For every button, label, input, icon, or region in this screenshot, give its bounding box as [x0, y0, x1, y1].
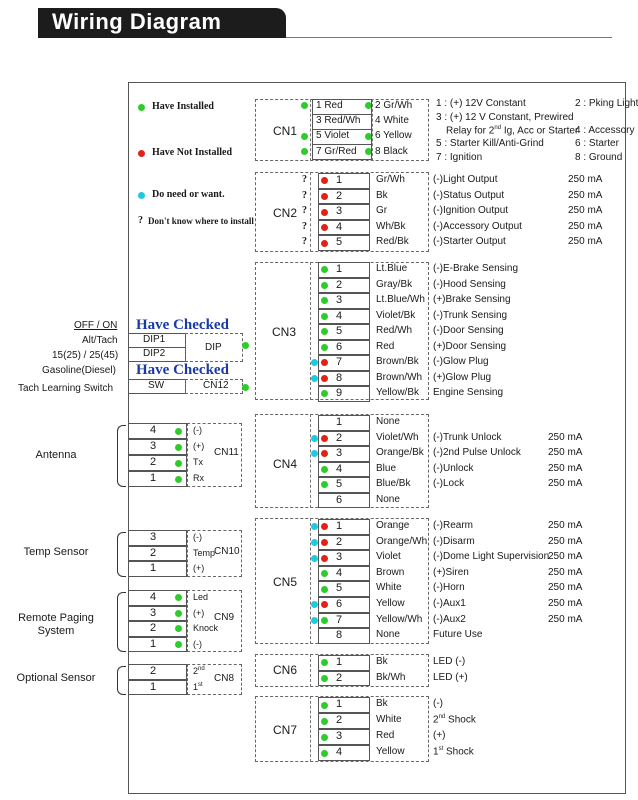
dip1-label: DIP1 [143, 334, 166, 345]
cn1-note-6: 6 : Starter [575, 138, 619, 149]
cn5-wire-color: Brown [376, 566, 405, 578]
page-title: Wiring Diagram [52, 9, 222, 34]
antenna-connector-label: CN11 [214, 447, 239, 458]
cn3-pin-num: 2 [336, 278, 343, 291]
cn5-wire-color: Violet [376, 551, 401, 563]
dip-label: DIP [205, 342, 222, 353]
cn5-dot-aux [311, 555, 318, 562]
cn4-wire-color: Violet/Wh [376, 431, 419, 443]
cn1-divider [310, 99, 311, 161]
cn4-pin-cell [318, 415, 370, 431]
optional-pin-function: 2nd [193, 666, 205, 676]
legend-no-need-label: Do need or want. [152, 189, 225, 200]
cn2-label: CN2 [273, 206, 298, 220]
cn3-function: (+)Brake Sensing [433, 294, 511, 305]
title-rule [286, 37, 612, 38]
cn1-note-7: 7 : Ignition [436, 152, 483, 163]
cn1-note-2: 2 : Pking Light [575, 98, 638, 109]
cn1-pin-2: 2 Gr/Wh [375, 100, 413, 111]
paging-dot [175, 641, 182, 648]
cn6-wire-color: Bk/Wh [376, 671, 406, 683]
cn4-function: (-)Trunk Unlock [433, 431, 502, 443]
cn2-pin-num: 1 [336, 174, 343, 186]
cn5-current: 250 mA [548, 566, 583, 578]
cn6-pin-num: 1 [336, 656, 343, 668]
cn5-function: (-)Aux2 [433, 613, 466, 625]
cn6-label: CN6 [273, 663, 298, 677]
cn1-pin-6: 6 Yellow [375, 130, 412, 141]
cn2-wire-color: Bk [376, 189, 388, 201]
antenna-group-label: Antenna [35, 449, 77, 461]
cn1-note-4: 4 : Accessory [575, 125, 635, 136]
temp-pin-cell [128, 530, 187, 546]
cn5-wire-color: Yellow/Wh [376, 613, 423, 625]
checked-sw: Have Checked [136, 362, 229, 378]
cn2-current: 250 mA [568, 174, 603, 185]
cn2-dot [321, 240, 328, 247]
cn5-current: 250 mA [548, 613, 583, 625]
cn2-unknown-mark: ? [302, 220, 307, 232]
cn5-divider [310, 518, 311, 644]
cn4-current: 250 mA [548, 447, 583, 458]
cn3-dot [321, 344, 328, 351]
cn2-wire-color: Wh/Bk [376, 220, 406, 232]
antenna-dot [175, 476, 182, 483]
cn4-divider [310, 414, 311, 508]
cn2-pin-num: 2 [336, 189, 343, 202]
cn3-pin-num: 7 [336, 356, 343, 368]
temp-pin-num: 1 [150, 562, 157, 574]
cn2-unknown-mark: ? [302, 236, 307, 248]
cn5-current: 250 mA [548, 551, 583, 563]
cn3-wire-color: Brown/Wh [376, 371, 423, 383]
cn2-dot [321, 193, 328, 200]
paging-connector-label: CN9 [214, 612, 235, 623]
cn5-function: (-)Disarm [433, 535, 475, 547]
cn7-dot [321, 718, 328, 725]
paging-pin-function: Knock [193, 623, 219, 633]
cn2-dot [321, 209, 328, 216]
cn2-pin-num: 4 [336, 220, 343, 233]
cn3-pin-num: 6 [336, 340, 343, 353]
temp-pin-cell [128, 561, 187, 577]
optional-pin-function: 1st [193, 681, 203, 692]
antenna-dot [175, 460, 182, 467]
cn1-label: CN1 [273, 124, 298, 138]
antenna-pin-function: (+) [193, 441, 205, 451]
cn4-pin-num: 1 [336, 416, 343, 428]
temp-pin-function: (+) [193, 563, 205, 573]
cn5-dot [321, 586, 328, 593]
cn1-note-3b: Relay for 2nd Ig, Acc or Starter [446, 125, 579, 137]
cn2-wire-color: Gr [376, 205, 388, 217]
cn5-pin-num: 7 [336, 613, 343, 626]
cn4-current: 250 mA [548, 431, 583, 443]
cn2-current: 250 mA [568, 205, 603, 217]
optional-pin-cell [128, 664, 187, 680]
cn5-function: (-)Aux1 [433, 598, 466, 609]
cn4-pin-num: 5 [336, 478, 343, 490]
cn3-pin-num: 5 [336, 325, 343, 337]
cn1-dot-5 [301, 133, 308, 140]
cn5-wire-color: White [376, 582, 402, 594]
cn5-pin-cell [318, 628, 370, 644]
temp-pin-function: (-) [193, 532, 202, 542]
cn4-label: CN4 [273, 457, 298, 471]
cn5-function: Future Use [433, 629, 483, 641]
temp-pin-num: 3 [150, 531, 157, 543]
cn7-divider [310, 696, 311, 762]
cn5-wire-color: Yellow [376, 598, 405, 609]
cn3-wire-color: Violet/Bk [376, 309, 416, 321]
dip-dot [242, 342, 249, 349]
cn2-pin-num: 3 [336, 205, 343, 218]
cn5-current: 250 mA [548, 535, 583, 547]
cn2-function: (-)Ignition Output [433, 205, 509, 217]
cn1-note-5: 5 : Starter Kill/Anti-Grind [436, 138, 544, 149]
cn6-pin-num: 2 [336, 671, 343, 684]
paging-group-label: Remote Paging [18, 612, 94, 624]
cn2-unknown-mark: ? [302, 189, 307, 201]
cn3-wire-color: Yellow/Bk [376, 387, 419, 398]
cn7-function: (-) [433, 698, 443, 709]
cn5-wire-color: Orange [376, 520, 410, 531]
cn7-label: CN7 [273, 723, 298, 737]
dip-rpm: 15(25) / 25(45) [52, 350, 119, 361]
paging-pin-function: Led [193, 592, 209, 602]
legend-unknown-label: Don't know where to install [148, 216, 254, 226]
cn1-pin-4: 4 White [375, 115, 409, 126]
sw-label: SW [148, 380, 165, 391]
antenna-pin-num: 4 [150, 424, 157, 436]
cn5-wire-color: None [376, 629, 400, 641]
cn1-note-3: 3 : (+) 12 V Constant, Prewired [436, 112, 574, 123]
cn4-current: 250 mA [548, 462, 583, 474]
cn4-pin-num: 6 [336, 493, 343, 506]
temp-group-label: Temp Sensor [23, 546, 89, 558]
paging-pin-num: 4 [150, 591, 157, 603]
cn6-divider [310, 654, 311, 687]
cn3-pin-num: 1 [336, 263, 343, 275]
cn2-divider [310, 172, 311, 252]
cn5-dot-aux [311, 539, 318, 546]
cn5-current: 250 mA [548, 582, 583, 594]
cn3-function: (-)Door Sensing [433, 325, 504, 336]
antenna-brace [117, 425, 126, 487]
cn5-pin-num: 8 [336, 629, 343, 642]
cn7-wire-color: Bk [376, 698, 388, 709]
cn1-divider-mid [372, 99, 373, 161]
cn2-current: 250 mA [568, 189, 603, 201]
legend-not-installed-dot [138, 150, 145, 157]
optional-pin-cell [128, 680, 187, 696]
cn5-wire-color: Orange/Wh [376, 535, 428, 547]
cn5-function: (-)Horn [433, 582, 465, 594]
cn3-wire-color: Red/Wh [376, 325, 413, 336]
cn3-dot [321, 313, 328, 320]
cn4-dot [321, 435, 328, 442]
cn7-wire-color: White [376, 714, 402, 725]
legend-installed-label: Have Installed [152, 101, 214, 112]
dip-off-on: OFF / ON [74, 320, 118, 331]
cn6-wire-color: Bk [376, 656, 388, 667]
legend-no-need-dot [138, 192, 145, 199]
checked-dip: Have Checked [136, 317, 229, 333]
cn7-function: (+) [433, 730, 446, 741]
cn2-function: (-)Accessory Output [433, 220, 522, 232]
cn4-wire-color: Blue/Bk [376, 478, 411, 489]
paging-brace [117, 592, 126, 652]
cn3-function: (-)Trunk Sensing [433, 309, 508, 321]
antenna-pin-num: 1 [150, 472, 157, 484]
optional-connector-label: CN8 [214, 673, 235, 684]
temp-brace [117, 532, 126, 577]
cn3-label: CN3 [272, 325, 297, 339]
paging-pin-num: 2 [150, 622, 157, 634]
antenna-pin-function: Tx [193, 457, 203, 467]
cn3-wire-color: Red [376, 340, 395, 352]
cn3-function: (-)Hood Sensing [433, 278, 506, 290]
cn2-current: 250 mA [568, 236, 603, 248]
cn12-label: CN12 [203, 380, 229, 391]
cn3-wire-color: Gray/Bk [376, 278, 413, 290]
cn5-pin-num: 2 [336, 535, 343, 548]
cn5-label: CN5 [273, 575, 298, 589]
cn4-pin-num: 4 [336, 462, 343, 475]
optional-pin-num: 1 [150, 680, 157, 693]
cn3-wire-color: Lt.Blue/Wh [376, 294, 425, 305]
paging-pin-num: 3 [150, 606, 157, 619]
cn4-function: (-)Unlock [433, 462, 474, 474]
dip-fuel: Gasoline(Diesel) [42, 365, 116, 376]
cn5-pin-num: 1 [336, 520, 343, 532]
cn2-pin-num: 5 [336, 236, 343, 249]
antenna-pin-function: Rx [193, 473, 204, 483]
cn7-pin-num: 1 [336, 698, 343, 710]
legend-unknown-mark: ? [138, 215, 143, 226]
cn7-pin-num: 2 [336, 714, 343, 726]
cn3-wire-color: Brown/Bk [376, 356, 419, 367]
cn2-unknown-mark: ? [302, 205, 307, 217]
cn7-dot [321, 734, 328, 741]
cn3-dot [321, 282, 328, 289]
cn2-wire-color: Red/Bk [376, 236, 409, 248]
cn2-function: (-)Status Output [433, 189, 505, 201]
temp-connector-label: CN10 [214, 546, 240, 557]
cn6-function: LED (+) [433, 671, 468, 683]
cn3-pin-num: 9 [336, 387, 343, 399]
temp-pin-num: 2 [150, 546, 157, 559]
cn4-current: 250 mA [548, 478, 583, 489]
legend-installed-dot [138, 104, 145, 111]
cn4-function: (-)Lock [433, 478, 465, 489]
antenna-dot [175, 444, 182, 451]
cn5-pin-num: 4 [336, 566, 343, 579]
paging-pin-num: 1 [150, 637, 157, 650]
cn4-function: (-)2nd Pulse Unlock [433, 447, 521, 458]
cn1-pin-3: 3 Red/Wh [316, 115, 361, 126]
cn1-note-1: 1 : (+) 12V Constant [436, 98, 526, 109]
cn4-pin-num: 3 [336, 447, 343, 459]
cn1-pin-5: 5 Violet [316, 130, 350, 141]
cn2-wire-color: Gr/Wh [376, 174, 405, 185]
dip-alt-tach: Alt/Tach [82, 335, 118, 346]
cn3-dot-aux [311, 375, 318, 382]
cn6-dot [321, 675, 328, 682]
cn7-pin-num: 3 [336, 730, 343, 742]
cn3-function: (-)Glow Plug [433, 356, 489, 367]
cn3-function: (-)E-Brake Sensing [433, 263, 519, 274]
cn7-dot [321, 702, 328, 709]
dip2-label: DIP2 [143, 348, 166, 359]
cn4-dot [321, 466, 328, 473]
cn7-wire-color: Yellow [376, 746, 405, 757]
cn3-wire-color: Lt.Blue [376, 263, 408, 274]
cn4-pin-num: 2 [336, 431, 343, 444]
cn4-wire-color: Blue [376, 462, 397, 474]
legend-not-installed-label: Have Not Installed [152, 147, 232, 158]
cn3-function: (+)Door Sensing [433, 340, 507, 352]
cn4-wire-color: None [376, 493, 400, 505]
optional-group-label: Optional Sensor [16, 672, 96, 684]
paging-pin-function: (+) [193, 607, 205, 618]
cn4-wire-color: Orange/Bk [376, 447, 424, 458]
paging-pin-function: (-) [193, 638, 202, 649]
cn3-pin-num: 8 [336, 371, 343, 384]
cn2-unknown-mark: ? [302, 174, 307, 185]
cn5-dot [321, 617, 328, 624]
paging-group-label: System [37, 625, 75, 637]
cn4-pin-cell [318, 493, 370, 509]
cn1-pin-7: 7 Gr/Red [316, 146, 357, 157]
cn7-function: 1st Shock [433, 746, 474, 758]
optional-pin-num: 2 [150, 665, 157, 677]
cn1-dot-7 [301, 148, 308, 155]
temp-pin-function: Temp [193, 547, 216, 558]
antenna-dot [175, 428, 182, 435]
cn1-dot-1 [301, 102, 308, 109]
cn2-function: (-)Light Output [433, 174, 498, 185]
tach-learning-label: Tach Learning Switch [18, 383, 114, 394]
cn5-pin-num: 5 [336, 582, 343, 595]
paging-dot [175, 610, 182, 617]
cn7-function: 2nd Shock [433, 714, 476, 726]
cn4-wire-color: None [376, 416, 400, 427]
cn5-pin-num: 6 [336, 598, 343, 610]
cn3-function: (+)Glow Plug [433, 371, 492, 383]
cn4-dot-aux [311, 435, 318, 442]
cn5-function: (-)Rearm [433, 520, 473, 531]
cn5-dot-aux [311, 617, 318, 624]
cn5-dot [321, 539, 328, 546]
cn5-current: 250 mA [548, 598, 583, 609]
cn1-pin-1: 1 Red [316, 100, 343, 111]
cn3-dot [321, 375, 328, 382]
cn2-current: 250 mA [568, 220, 603, 232]
cn3-pin-num: 4 [336, 309, 343, 322]
antenna-pin-num: 2 [150, 456, 157, 468]
cn2-function: (-)Starter Output [433, 236, 506, 248]
cn5-pin-num: 3 [336, 551, 343, 564]
cn3-pin-num: 3 [336, 294, 343, 306]
temp-pin-cell [128, 546, 187, 562]
cn5-current: 250 mA [548, 520, 583, 531]
cn12-dot [242, 384, 249, 391]
cn5-function: (+)Siren [433, 566, 469, 578]
antenna-pin-num: 3 [150, 440, 157, 452]
cn1-note-8: 8 : Ground [575, 152, 623, 163]
cn1-pin-8: 8 Black [375, 146, 408, 157]
cn6-function: LED (-) [433, 656, 466, 667]
optional-brace [117, 666, 126, 695]
cn7-pin-num: 4 [336, 746, 343, 758]
cn7-wire-color: Red [376, 730, 395, 741]
cn5-function: (-)Dome Light Supervision [433, 551, 550, 563]
cn3-function: Engine Sensing [433, 387, 504, 398]
cn7-dot [321, 750, 328, 757]
antenna-pin-function: (-) [193, 425, 202, 435]
cn5-dot [321, 555, 328, 562]
